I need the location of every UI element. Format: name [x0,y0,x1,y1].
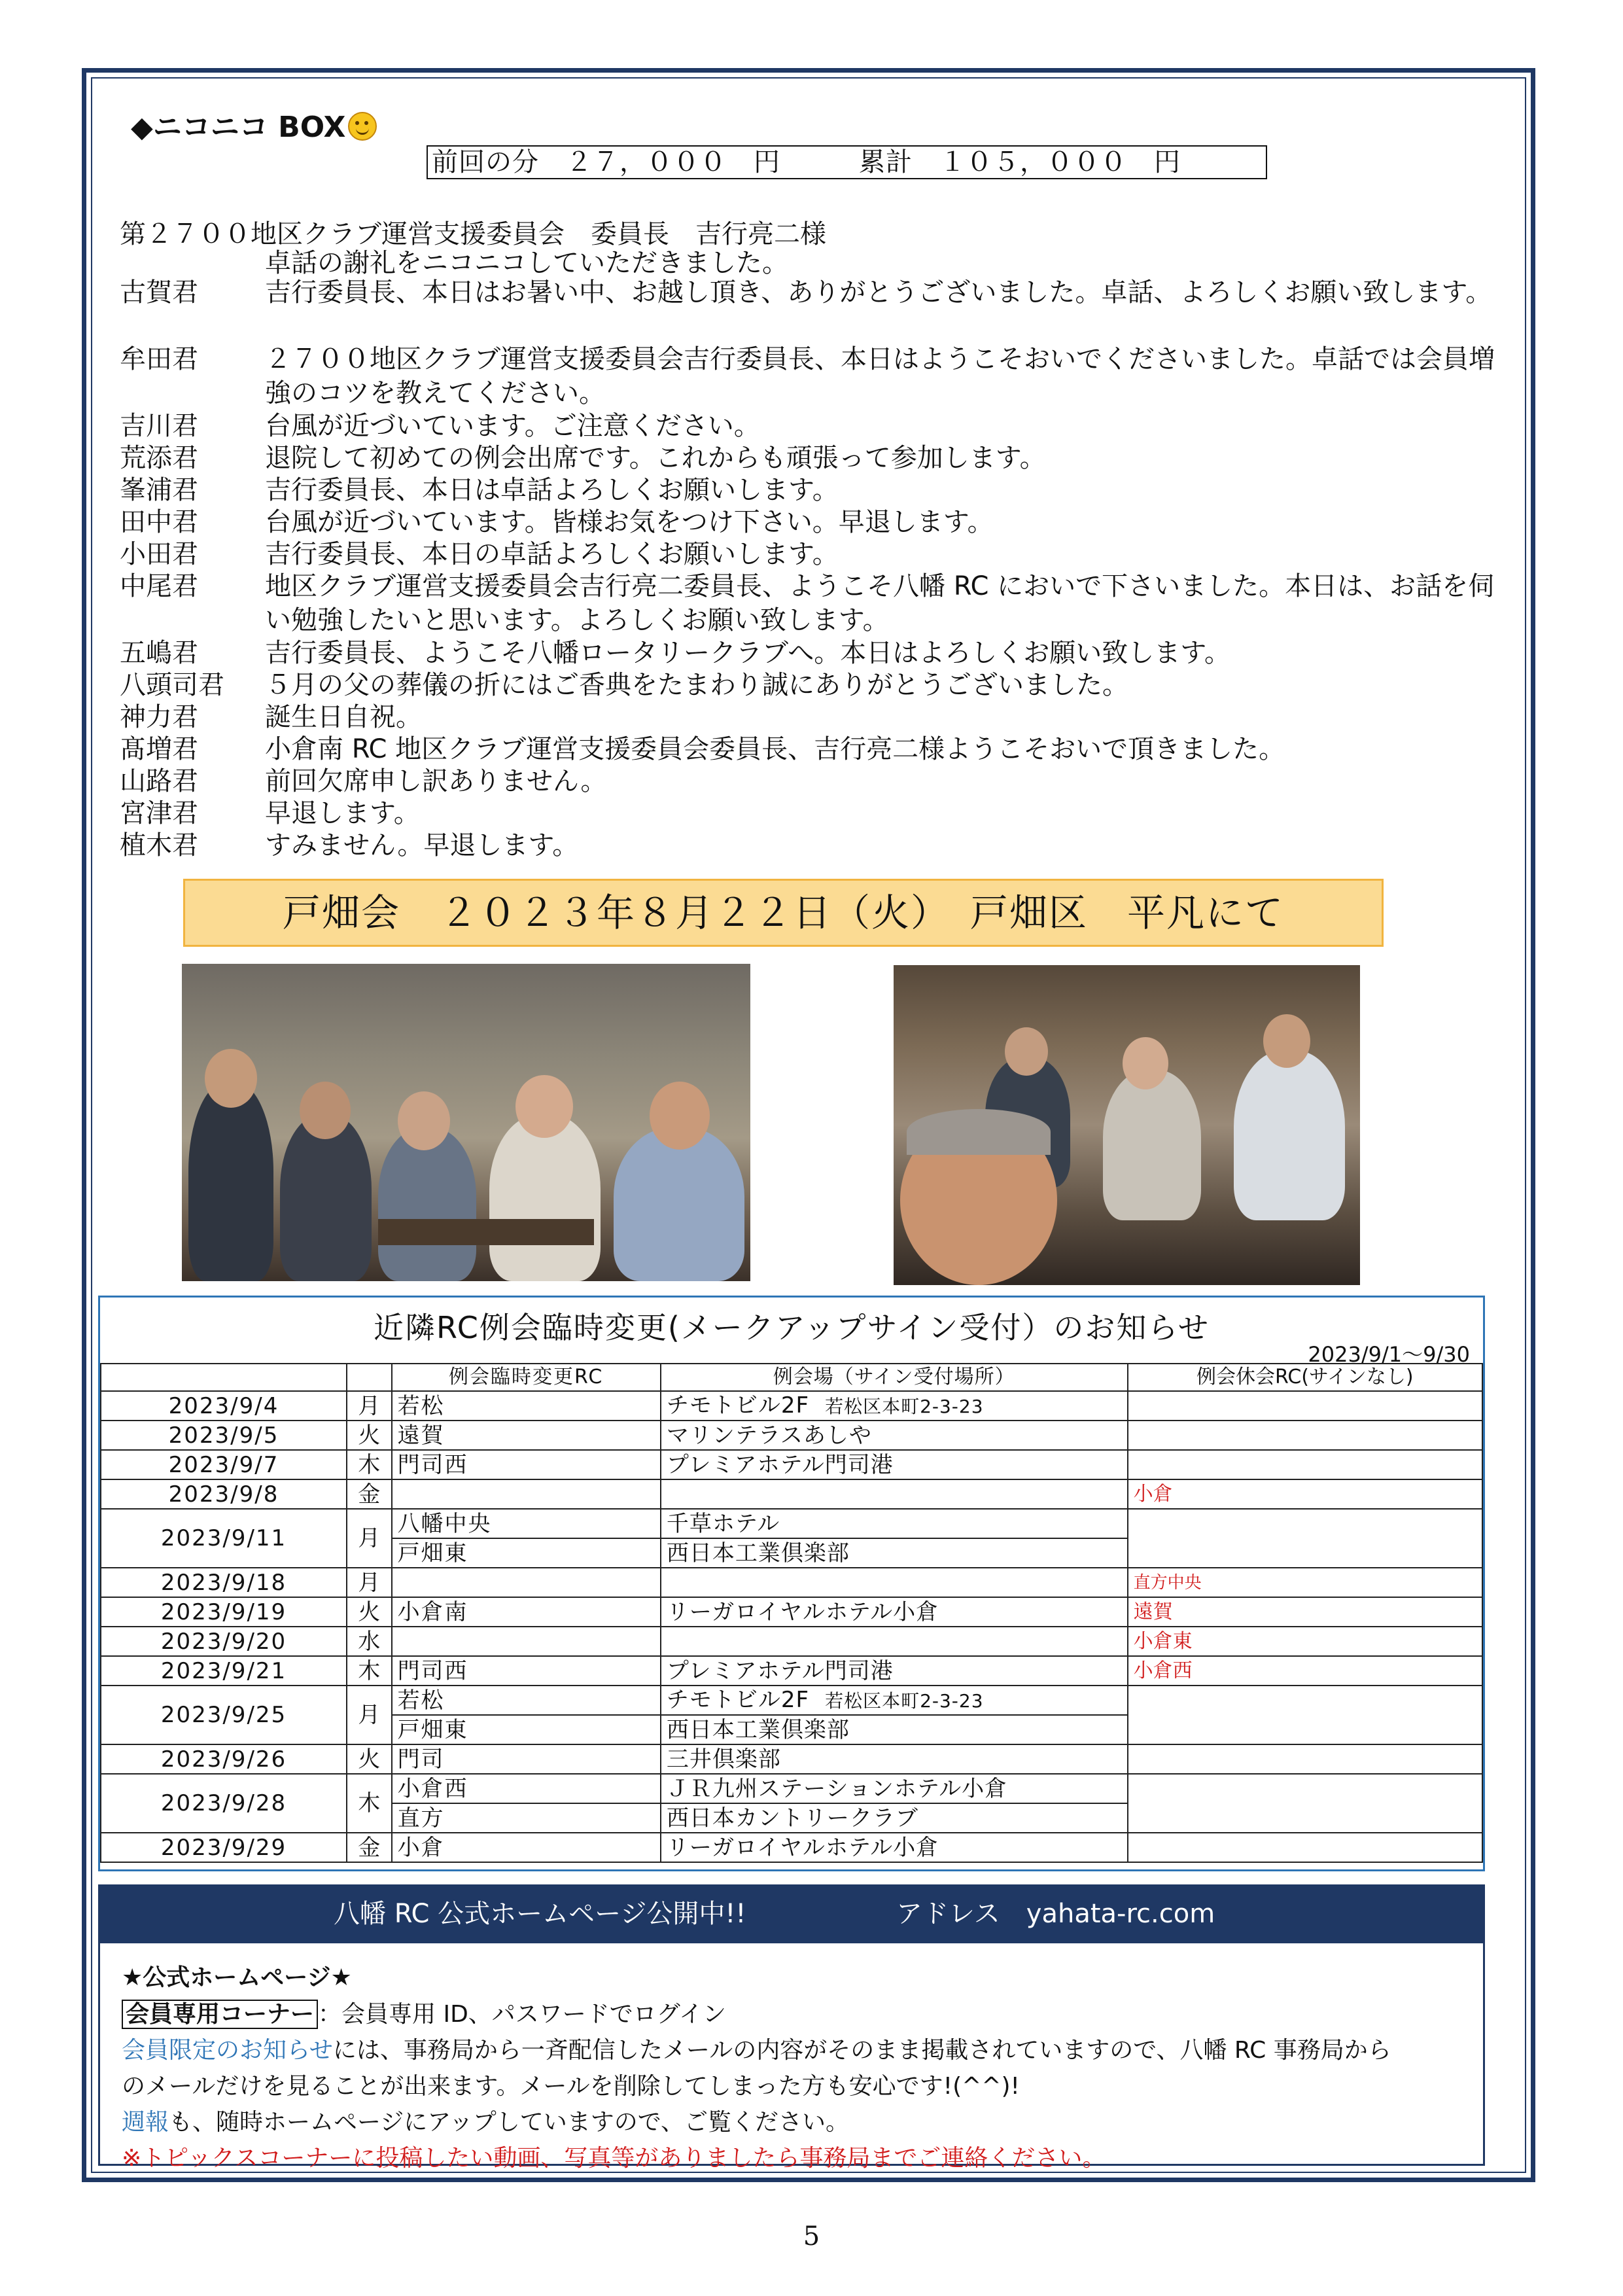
message-text: 誕生日自祝。 [265,702,422,732]
row-venue: 西日本工業倶楽部 [661,1715,1128,1744]
venue-address: 若松区本町2-3-23 [825,1395,984,1417]
tally-total: 累計 １０５，０００ 円 [859,147,1181,177]
member-name: 荒添君 [120,443,198,473]
row-day: 水 [347,1627,392,1656]
row-club [392,1568,661,1597]
member-name: 五嶋君 [120,638,198,668]
homepage-banner [98,1884,1485,1943]
makeup-notice [98,1296,1485,1871]
member-name: 古賀君 [120,277,198,308]
niconico-title [131,103,377,145]
row-day: 月 [347,1568,392,1597]
row-venue: 三井倶楽部 [661,1744,1128,1774]
venue-name: チモトビル2F [666,1686,810,1713]
message-text: 吉行委員長、ようこそ八幡ロータリークラブへ。本日はよろしくお願い致します。 [265,638,1230,668]
row-venue: リーガロイヤルホテル小倉 [661,1833,1128,1862]
row-day: 月 [347,1686,392,1744]
table-row [101,1656,1482,1686]
row-venue: 西日本カントリークラブ [661,1803,1128,1833]
member-corner-desc: ：会員専用 ID、パスワードでログイン [318,2001,726,2028]
row-closed [1128,1774,1482,1833]
weekly-link[interactable]: 週報 [122,2109,169,2136]
message-text: 地区クラブ運営支援委員会吉行亮二委員長、ようこそ八幡 RC においで下さいました。本日は、お話を伺い勉強したいと思います。よろしくお願い致します。 [265,571,1495,635]
row-closed: 小倉西 [1128,1656,1482,1686]
row-day: 火 [347,1744,392,1774]
table-row [101,1450,1482,1479]
row-closed: 小倉 [1128,1479,1482,1509]
message-text: 前回欠席申し訳ありません。 [265,766,607,796]
row-venue: 西日本工業倶楽部 [661,1538,1128,1568]
member-name: 吉川君 [120,411,198,441]
table-row [101,1686,1482,1715]
row-date: 2023/9/5 [101,1421,347,1450]
row-venue [661,1479,1128,1509]
row-closed: 直方中央 [1128,1568,1482,1597]
schedule-table [100,1363,1483,1863]
header-date [101,1364,347,1391]
row-closed [1128,1686,1482,1744]
event-photo-left [182,964,750,1281]
row-day: 木 [347,1774,392,1833]
row-date: 2023/9/26 [101,1744,347,1774]
table-row [101,1509,1482,1538]
weekly-line [122,2104,849,2137]
notice-period: 2023/9/1～9/30 [1308,1342,1470,1367]
smiley-icon [348,112,377,141]
message-text: 早退します。 [265,798,420,828]
member-name: 山路君 [120,766,198,796]
table-row [101,1627,1482,1656]
member-corner-link[interactable]: 会員専用コーナー [122,2000,318,2029]
row-date: 2023/9/11 [101,1509,347,1568]
member-notice-desc: には、事務局から一斉配信したメールの内容がそのまま掲載されていますので、八幡 RC 事務局から [332,2037,1391,2064]
row-club: 戸畑東 [392,1538,661,1568]
homepage-info [98,1943,1485,2172]
member-notice-line [122,2032,1391,2065]
message-text: 小倉南 RC 地区クラブ運営支援委員会委員長、吉行亮二様ようこそおいで頂きました。 [265,734,1285,764]
row-venue [661,1686,1128,1715]
member-corner-line [122,1996,726,2029]
row-venue [661,1568,1128,1597]
member-name: 峯浦君 [120,475,198,505]
row-club [392,1627,661,1656]
homepage-banner-title: 八幡 RC 公式ホームページ公開中!! [334,1899,746,1929]
message-entry [120,537,1500,571]
row-venue: プレミアホテル門司港 [661,1656,1128,1686]
member-name: 牟田君 [120,344,198,374]
member-name: 宮津君 [120,798,198,828]
table-row [101,1744,1482,1774]
row-club [392,1479,661,1509]
venue-name: チモトビル2F [666,1392,810,1419]
row-club: 戸畑東 [392,1715,661,1744]
member-name: 髙増君 [120,734,198,764]
header-venue: 例会場（サイン受付場所） [661,1364,1128,1391]
row-day: 月 [347,1509,392,1568]
member-name: 八頭司君 [120,670,224,700]
member-notice-link[interactable]: 会員限定のお知らせ [122,2037,333,2064]
member-name: 小田君 [120,539,198,569]
row-date: 2023/9/28 [101,1774,347,1833]
message-text: 卓話の謝礼をニコニコしていただきました。 [265,248,788,278]
row-date: 2023/9/29 [101,1833,347,1862]
tally-previous: 前回の分 ２７，０００ 円 [432,147,780,177]
message-entry [120,796,1500,830]
topics-mark: ※ [122,2145,142,2172]
row-club: 若松 [392,1391,661,1421]
row-day: 金 [347,1833,392,1862]
row-date: 2023/9/21 [101,1656,347,1686]
row-club: 若松 [392,1686,661,1715]
homepage-heading: ★公式ホームページ★ [122,1964,352,1991]
message-text: 吉行委員長、本日の卓話よろしくお願いします。 [265,539,839,569]
row-closed [1128,1833,1482,1862]
message-entry [120,505,1500,539]
topics-desc: に投稿したい動画、写真等がありましたら事務局までご連絡ください。 [352,2145,1106,2172]
row-closed [1128,1391,1482,1421]
message-text: 台風が近づいています。ご注意ください。 [265,411,760,441]
row-club: 小倉南 [392,1597,661,1627]
row-club: 門司西 [392,1656,661,1686]
table-row [101,1479,1482,1509]
row-day: 火 [347,1421,392,1450]
event-banner: 戸畑会 ２０２３年８月２２日（火） 戸畑区 平凡にて [183,879,1384,947]
message-entry [120,764,1500,798]
row-club: 門司 [392,1744,661,1774]
niconico-tally [427,145,1267,179]
table-row [101,1391,1482,1421]
row-venue: 千草ホテル [661,1509,1128,1538]
message-entry [120,569,1500,637]
message-entry [120,828,1500,862]
table-row [101,1568,1482,1597]
row-venue: マリンテラスあしや [661,1421,1128,1450]
topics-link[interactable]: トピックスコーナー [141,2145,353,2172]
row-closed [1128,1421,1482,1450]
row-closed [1128,1450,1482,1479]
row-club: 門司西 [392,1450,661,1479]
homepage-address[interactable]: アドレス yahata-rc.com [896,1899,1215,1929]
row-date: 2023/9/4 [101,1391,347,1421]
message-entry [120,342,1500,410]
table-row [101,1833,1482,1862]
row-closed: 小倉東 [1128,1627,1482,1656]
row-club: 小倉西 [392,1774,661,1803]
row-day: 火 [347,1597,392,1627]
row-day: 金 [347,1479,392,1509]
weekly-desc: も、随時ホームページにアップしていますので、ご覧ください。 [169,2109,850,2136]
niconico-title-text: ◆ニコニコ BOX [131,111,346,144]
member-name: 神力君 [120,702,198,732]
row-day: 月 [347,1391,392,1421]
message-entry [120,409,1500,443]
table-row [101,1421,1482,1450]
member-name: 植木君 [120,830,198,860]
event-photo-right [894,965,1360,1285]
row-date: 2023/9/20 [101,1627,347,1656]
message-entry [120,473,1500,507]
topics-line [122,2140,1106,2173]
message-entry [120,275,1500,309]
row-closed [1128,1509,1482,1568]
message-entry [120,732,1500,766]
niconico-lead: 第２７００地区クラブ運営支援委員会 委員長 吉行亮二様 [120,219,826,249]
message-text: 台風が近づいています。皆様お気をつけ下さい。早退します。 [265,507,994,537]
message-text: ５月の父の葬儀の折にはご香典をたまわり誠にありがとうございました。 [265,670,1128,700]
member-name: 田中君 [120,507,198,537]
header-day [347,1364,392,1391]
table-row [101,1774,1482,1803]
row-venue [661,1391,1128,1421]
header-changed-rc: 例会臨時変更RC [392,1364,661,1391]
row-day: 木 [347,1656,392,1686]
notice-title: 近隣RC例会臨時変更(メークアップサイン受付）のお知らせ [374,1310,1210,1345]
message-text: 吉行委員長、本日はお暑い中、お越し頂き、ありがとうございました。卓話、よろしくお願い致します。 [265,277,1492,308]
page-number: 5 [803,2221,820,2252]
row-closed: 遠賀 [1128,1597,1482,1627]
message-text: すみません。早退します。 [265,830,579,860]
row-date: 2023/9/18 [101,1568,347,1597]
table-row [101,1597,1482,1627]
row-date: 2023/9/7 [101,1450,347,1479]
message-entry [120,636,1500,670]
row-date: 2023/9/25 [101,1686,347,1744]
row-club: 遠賀 [392,1421,661,1450]
message-entry [120,441,1500,475]
message-text: ２７００地区クラブ運営支援委員会吉行委員長、本日はようこそおいでくださいました。卓話では会員増強のコツを教えてください。 [265,344,1495,408]
row-club: 小倉 [392,1833,661,1862]
row-club: 直方 [392,1803,661,1833]
row-venue [661,1627,1128,1656]
member-name: 中尾君 [120,571,198,601]
header-closed-rc: 例会休会RC(サインなし) [1128,1364,1482,1391]
row-date: 2023/9/8 [101,1479,347,1509]
row-club: 八幡中央 [392,1509,661,1538]
message-entry [120,668,1500,702]
message-entry [120,700,1500,734]
row-day: 木 [347,1450,392,1479]
row-date: 2023/9/19 [101,1597,347,1627]
venue-address: 若松区本町2-3-23 [825,1689,984,1712]
member-notice-desc-2: のメールだけを見ることが出来ます。メールを削除してしまった方も安心です!(^^)! [122,2073,1020,2100]
message-text: 退院して初めての例会出席です。これからも頑張って参加します。 [265,443,1046,473]
row-venue: リーガロイヤルホテル小倉 [661,1597,1128,1627]
row-venue: ＪＲ九州ステーションホテル小倉 [661,1774,1128,1803]
message-text: 吉行委員長、本日は卓話よろしくお願いします。 [265,475,839,505]
row-venue: プレミアホテル門司港 [661,1450,1128,1479]
table-header-row [101,1364,1482,1391]
row-closed [1128,1744,1482,1774]
